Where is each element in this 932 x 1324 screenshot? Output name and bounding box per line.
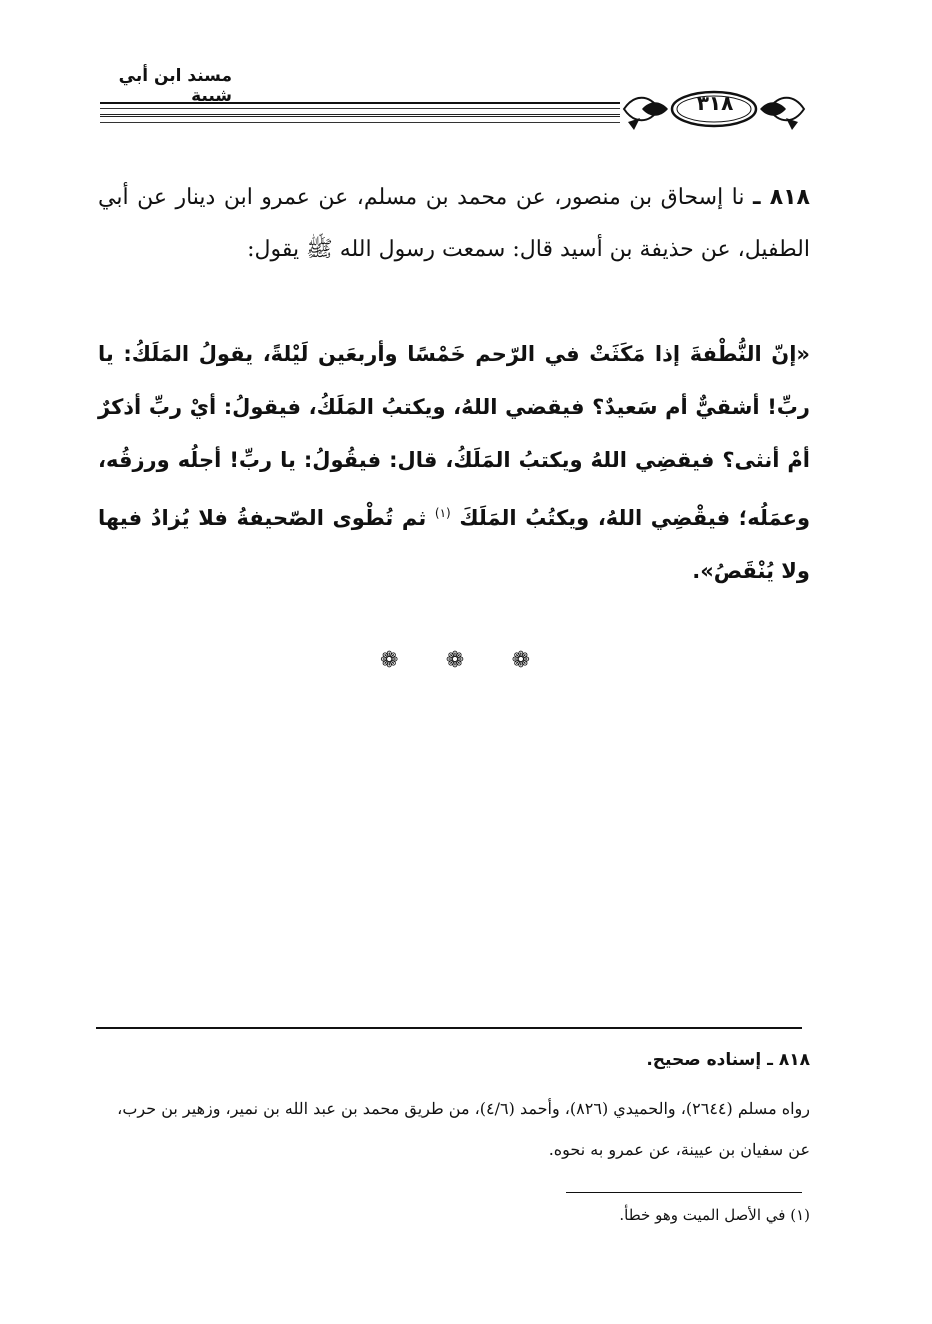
running-header-title: مسند ابن أبي شيبة <box>118 66 232 106</box>
separator-star-icon: ❁ <box>445 648 465 673</box>
narration-text: نا إسحاق بن منصور، عن محمد بن مسلم، عن عمرو ابن دينار عن أبي الطفيل، عن حذيفة بن أسيد قال: سمعت رسول الله ﷺ يقول: <box>98 185 810 262</box>
footnote-marker: (١) <box>434 506 451 520</box>
footnote-divider <box>96 1027 802 1029</box>
header-rule <box>100 122 620 123</box>
narration-number: ٨١٨ ـ <box>753 185 810 210</box>
footnote-note: (١) في الأصل الميت وهو خطأ. <box>619 1206 810 1224</box>
separator-star-icon: ❁ <box>380 648 399 673</box>
footnote-short-divider <box>566 1192 802 1193</box>
page-number: ٣١٨ <box>696 91 734 115</box>
footnote-title: ٨١٨ ـ إسناده صحيح. <box>646 1050 810 1070</box>
footnote-body: رواه مسلم (٢٦٤٤)، والحميدي (٨٢٦)، وأحمد (٤/٦)، من طريق محمد بن عبد الله بن نمير، وزهير بن حرب، عن سفيان بن عيينة، عن عمرو به نحوه. <box>117 1099 810 1159</box>
header-rule <box>100 108 620 109</box>
header-rule <box>100 102 620 104</box>
hadith-text-part-2: ثم تُطْوى الصّحيفةُ فلا يُزادُ فيها ولا يُنْقَصُ». <box>98 506 810 583</box>
hadith-text <box>98 328 810 598</box>
separator-star-icon: ❁ <box>511 648 530 673</box>
header-rule <box>100 114 620 117</box>
narration-paragraph <box>98 172 810 276</box>
section-separator <box>380 648 530 673</box>
hadith-text-part-1: «إنّ النُّطْفةَ إذا مَكَثَتْ في الرّحم خَمْسًا وأربعَين لَيْلةً، يقولُ المَلَكُ: يا ربِّ! أشقيٌّ أم سَعيدٌ؟ فيقضي اللهُ، ويكتبُ المَلَكُ، فيقولُ: أيْ ربِّ أذكرٌ أمْ أنثى؟ فيقضِي اللهُ ويكتبُ المَلَكُ، قال: فيقُولُ: يا ربِّ! أجلُه ورزقُه، وعمَلُه؛ فيقْضِي اللهُ، ويكتُبُ المَلَكَ <box>98 342 810 530</box>
